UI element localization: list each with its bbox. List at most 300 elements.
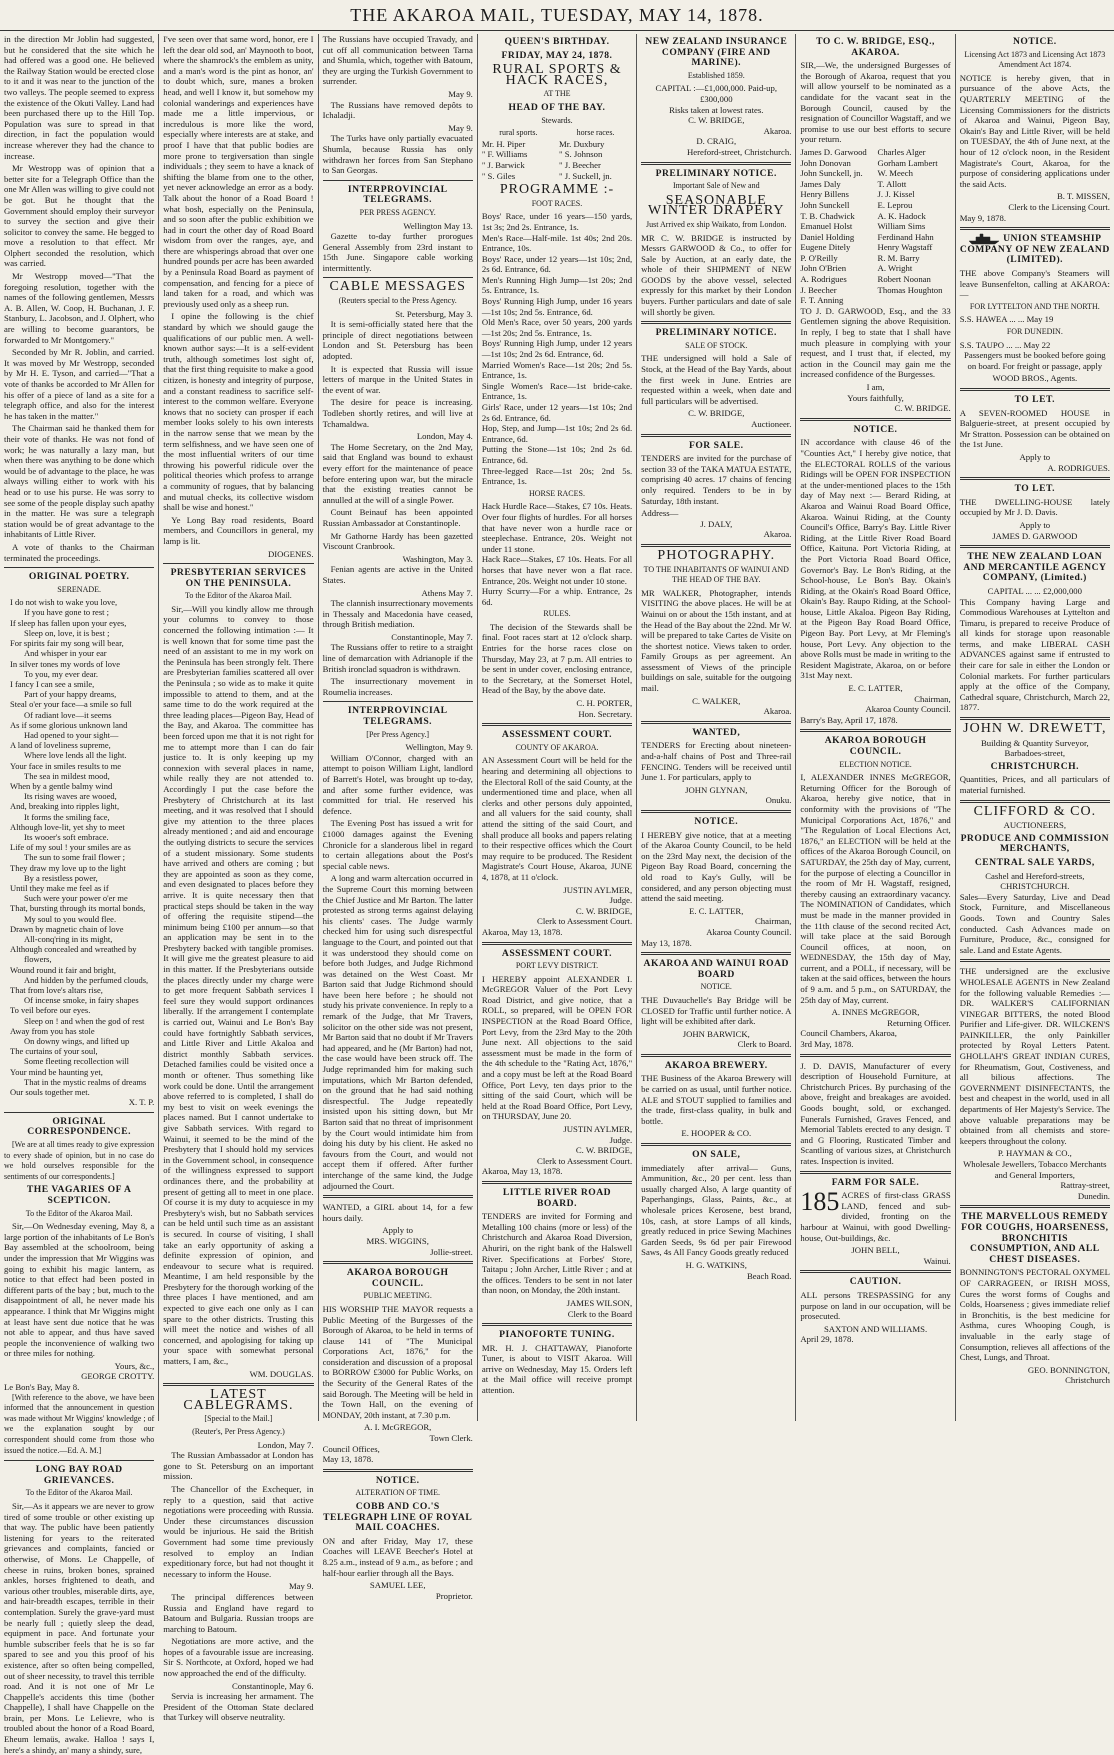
advert-subheading: PORT LEVY DISTRICT.: [515, 961, 599, 971]
dateline: May 9.: [288, 1581, 314, 1592]
article-text: I opine the following is the chief standard by which we should gauge the qualifications of our public men. A well-known author says:—It is a self-evident truth, although sometimes lost sight of, that the first thing requisite to make a good citizen, is honesty and integrity of purpose, and a constant readiness to sacrifice self-interest to the common welfare. Everyone knows that no society can prosper if each member looks solely to his own interests in the narrow sense that we mean by the term selfishness, and we have seen one of the most influential writers of our time throwing his powerful ridicule over the political theories which profess to arrange a community of rogues, that by balancing and mutual checks, its collective wisdom shall be wise and honest.": [163, 311, 314, 513]
letter-text: Sir,—Will you kindly allow me through your columns to convey to those concerned the following intimation :— It is well known that for some time past the need of an assistant to me in my work on the Peninsula has been strongly felt. There are Presbyterian families scattered all over the Peninsula ; so wide as to make it quite impossible to attend to them, and at the same time to do the work required at the three leading places—Pigeon Bay, Head of the Bay, and Akaroa. The committee has been forced upon me that it is not right for me to attempt more than I can do fair justice to. It is only keeping up my connexion with several places in name, while really they are not attended to. Accordingly I put the case before the Presbytery of Christchurch at its last meeting, and it was resolved that I should give my attention to the three places already mentioned ; and aid and encourage the outlying districts to secure the services of a student missionary. Some students have arrived and others are coming ; but they are appointed as soon as they come, and even designated to places before they arrive. It is quite necessary then that practical steps should be taken in the way of offering the requisite stipend—the minimum being £100 per annum—so that an application may be sent in to the Presbytery backed with tangible promises. It will give me the greatest pleasure to aid in this matter. If the Presbyterians outside the places directly under my charge were to get more frequent Sabbath services I feel sure they would support ordinances liberally. If the arrangement I contemplate is carried out, Wainui and Le Bon's Bay could have fortnightly Sabbath services, and Little River and Little Akaloa and district monthly Sabbath services. Detached families could be visited once a month or oftener. Thus something like work could be done. Until the arrangement above referred to is completed, I shall do my best to visit on week evenings the places named. But I cannot undertake to give Sabbath services. With regard to Wainui, it seemed to be the mind of the Presbytery that I should hold my services in the Government school, in consequence of the willingness expressed to support ordinances there, and the probability at present of getting all to meet in one place. Of course it is my duty to acquiesce in my Presbytery's wish, but no Sabbath services can be held until such time as an assistant is secured. In course of visiting, I shall take an early opportunity of asking a definite expression of opinion, and endeavour to secure what is required. Meantime, I am held responsible by the Presbytery for the thorough working of the three places I have mentioned, and am expected to give each one only as I can spare to the other districts. Trusting this will meet the notice and wishes of all concerned, and apologising for taking up your space with somewhat personal matters, I am, &c.,: [163, 603, 314, 1367]
advert-text: I HEREBY appoint ALEXANDER I. McGREGOR Valuer of the Port Levy Road District, and give notice, that a ROLL, so prepared, will be OPEN FOR INSPECTION at the Road Board Office, Port Levy, from the 23rd May to the 20th June next. All objections to the said assessment must be made in the form of the 4th schedule to the "Rating Act, 1876," and a copy must be left at the Road Board Office, Port Levy, ten days prior to the sitting of the said Court, which will be held at the Road Board Office, Port Levy, on THURSDAY, June 20.: [481, 973, 633, 1122]
article-text: The insurrectionary movement in Roumelia increases.: [322, 676, 473, 697]
advert-role: Judge.: [609, 1134, 633, 1145]
article-text: The Russian Ambassador at London has gone to St. Petersburg on an important mission.: [163, 1450, 314, 1482]
list-item: " J. Barwick: [481, 159, 525, 170]
poem-line: I fancy I can see a smile,: [10, 678, 95, 689]
divider: [960, 959, 1110, 962]
letter-signature: GEORGE CROTTY.: [81, 1371, 155, 1382]
advert-heading: ON SALE,: [692, 1149, 741, 1161]
list-item: Mr. Duxbury: [558, 138, 605, 149]
advert-heading: ASSESSMENT COURT.: [501, 947, 613, 959]
signatory-name: Robert Noonan: [877, 274, 931, 285]
signatory-name: R. M. Barry: [877, 252, 920, 263]
advert-address: Council Chambers, Akaroa,: [800, 1028, 897, 1039]
advert-text: Quantities, Prices, and all particulars of material furnished.: [959, 774, 1110, 796]
advert-signature: C. W. BRIDGE,: [575, 1145, 633, 1156]
divider: [800, 1270, 950, 1273]
poem-line: The sun to some frail flower ;: [24, 852, 126, 863]
signatory-name: A. Rodrigues: [800, 274, 847, 285]
divider: [641, 162, 791, 165]
divider: [960, 717, 1110, 720]
advert-role: Town Clerk.: [429, 1433, 473, 1444]
race-item: Putting the Stone—1st 10s; 2nd 2s 6d. Entrance, 6d.: [481, 444, 633, 465]
race-item: Hack Race—Stakes, £7 10s. Heats. For all horses that have never won a flat race. Entrance, 20s. Weight not under 10 stone.: [481, 554, 633, 586]
advert-text: TENDERS are invited for Forming and Metalling 100 chains (more or less) of the Christchurch and Akaroa Road Diversion, Ahuriri, on the right bank of the Halswell River. Specifications at Forbes' Store, Taitapu ; John Archer, Little River ; and at the offices. Tenders to be sent in not later than noon, on Monday, the 20th instant.: [481, 1211, 633, 1296]
advert-signature: JUSTIN AYLMER,: [563, 884, 633, 895]
letter-address: To the Editor of the Akaroa Mail.: [25, 1208, 133, 1218]
advert-subheading: FOOT RACES.: [531, 198, 583, 208]
letter-address: To the Editor of the Akaroa Mail.: [25, 1488, 133, 1498]
article-text: Mr Gathorne Hardy has been gazetted Viscount Cranbrook.: [322, 530, 473, 552]
advert-signature: C. WALKER,: [692, 695, 741, 706]
article-text: I've seen over that same word, honor, ere I left the dear old sod, an' Maynooth to boot, where the shamrock's the emblem as unity, and a man's word is the pint as honor, an' to doubt which, sure, manes a broken head, and well I know it, but somehow my colonial wanderings and experiences have made me a little impervious, or incredulous is more like the word, especially where interests are at stake, and proof I have that that public bodies are more prone to tergiversation than single individuals ; they seem to have a knack of shifting the blame from one to the other, yet never acknowledge an error as a body. Talk about the honor of a Road Board ! what bosh, especially on the Peninsula, and so soon after the public exhibition we had in court the other day of Road Board wisdom from over the ranges, aye, and there are whisperings abroad that over one hundred pounds per acre has been awarded by a Peninsula Road Board as payment of compensation, and fencing for a piece of land taken for a road, and which was previously used only as a sheep run.: [163, 34, 314, 309]
advert-subheading: PUBLIC MEETING.: [363, 1291, 432, 1301]
advert-signature: MRS. WIGGINS,: [366, 1235, 429, 1246]
advert-role: Clerk to Assessment Court.: [537, 1155, 633, 1166]
dateline: St. Petersburg, May 3.: [395, 308, 473, 319]
divider: [960, 800, 1110, 803]
poem-line: All-conq'ring in its might,: [24, 933, 113, 944]
advert-subheading: Established 1859.: [687, 70, 745, 80]
dateline: Washington, May 3.: [402, 553, 473, 564]
divider: [4, 567, 154, 568]
poem-line: That from love's altars rise,: [10, 985, 103, 995]
advert-heading: ASSESSMENT COURT.: [501, 729, 613, 741]
race-item: Single Women's Race—1st bride-cake. Entrance, 1s.: [481, 380, 633, 402]
editor-note: [With reference to the above, we have been informed that the announcement in question was made without Mr Wiggins' knowledge ; of we the explanation sought by our correspondent should come from those who issued the notice.—Ed. A. M.]: [4, 1392, 155, 1455]
masthead: [0, 0, 1114, 31]
poem-line: By a resistless power,: [24, 872, 98, 883]
advert-text: This Company having Large and Commodious Warehouses at Lyttelton and Timaru, is prepared to receive Produce of all kinds for storage upon reasonable terms, and make LIBERAL CASH ADVANCES against same if entrusted to their care for sale in either the London or Colonial markets. For further particulars apply at the office of the Company, Cathedral square, Christchurch, March 22, 1877.: [959, 596, 1110, 713]
divider: [641, 544, 791, 547]
advert-signature: E. C. LATTER,: [848, 683, 903, 694]
advert-text: AN Assessment Court will be held for the hearing and determining all objections to the Electoral Roll of the said County, at the undermentioned time and place, when all clerks and other persons duly appointed, and all valuers for the said county, shall attend the sitting of the said Court, and shall produce all books and papers relating to their respective offices which the Court may require to be produced. The Resident Magistrate's Court House, Akaroa, JUNE 4, 1878, at 11 o'clock.: [481, 755, 633, 882]
signatory-name: J. J. Kissel: [877, 189, 915, 200]
poem-line: Such were your power o'er me: [24, 893, 128, 904]
divider: [4, 1112, 154, 1113]
article-text: The Home Secretary, on the 2nd May, said that England was bound to exhaust every effort for the maintenance of peace before entering upon war, but the miracle that the existing treaties cannot be annulled at the will of a single Power.: [322, 441, 473, 505]
advert-address: Cashel and Hereford-streets,: [985, 870, 1085, 881]
advert-role: Building & Quantity Surveyor,: [980, 737, 1089, 748]
advert-text: TENDERS for Erecting about nineteen-and-a-half chains of Post and Three-rail FENCING. Tenders will be received until June 1. For particulars, apply to: [641, 740, 792, 783]
advert-subheading: AT THE: [543, 89, 571, 99]
advert-heading: AKAROA BREWERY.: [664, 1059, 768, 1071]
divider: [323, 1261, 473, 1264]
advert-role: Returning Officer.: [887, 1017, 951, 1028]
advert-signature: JUSTIN AYLMER,: [563, 1124, 633, 1134]
masthead-title: THE AKAROA MAIL, TUESDAY, MAY 14, 1878.: [350, 4, 764, 25]
advert-address: Rattray-street,: [1060, 1180, 1110, 1191]
advert-text: A SEVEN-ROOMED HOUSE in Balguerie-street, at present occupied by Mr Stratton. Possession can be obtained on the 1st June.: [959, 407, 1110, 450]
race-item: Boys' Race, under 16 years—150 yards, 1st 3s; 2nd 2s. Entrance, 1s.: [481, 211, 633, 232]
poem-line: As if some glorious unknown land: [10, 719, 128, 730]
advert-signature: JOHN BARWICK,: [682, 1028, 750, 1039]
advert-address: Hereford-street, Christchurch.: [686, 146, 792, 157]
advert-signature: J. DALY,: [700, 518, 733, 529]
divider: [323, 277, 473, 278]
advert-subheading: HEAD OF THE BAY.: [508, 101, 606, 113]
poem-line: flowers,: [24, 954, 52, 965]
advert-signature: JOHN BELL,: [851, 1245, 900, 1256]
poem-line: The sea in mildest mood,: [24, 770, 110, 781]
advert-text: IN accordance with clause 46 of the "Counties Act," I hereby give notice, that the ELECTORAL ROLLS of the various Ridings will be OPEN FOR INSPECTION at the under-mentioned places to the 15th day of May next :— Berard Riding, at Akaroa and Wainui Road Board Office, Akaroa. Wainui Riding, at the County Council's Office, Barry's Bay. Little River Riding, at the Little River Road Board Office, Kaituna. Port Victoria Riding, at the Port Victoria Road Board Office, Governor's Bay. Le Bon's Riding, at the School-house, Le Bon's Bay. Okain's Riding, at the Okain's Road Board Office, Okain's Bay. Raupo Riding, at the School-house, Little Akaloa. Pigeon Bay Riding, at the Pigeon Bay Road Board Office, Pigeon Bay. Port Levy, at Mr Fleming's house, Port Levy. Any objection to the above Rolls must be made in writing to the Resident Magistrate, Akaroa, on or before 31st May next.: [800, 437, 951, 681]
dateline: PER PRESS AGENCY.: [359, 207, 436, 217]
list-item: " S. Johnson: [558, 149, 603, 160]
advert-date: May 9, 1878.: [959, 212, 1007, 223]
article-text: Gazette to-day further prorogues General Assembly from 23rd instant to 15th June. Singapore cable working intermittently.: [322, 231, 473, 273]
advert-text: Sales—Every Saturday, Live and Dead Stock, Furniture, and Miscellaneous Goods. Town and Country Sales conducted. Cash Advances made on Furniture, Produce, &c., consigned for sale. Land and Estate Agents.: [959, 891, 1110, 955]
advert-date: Barry's Bay, April 17, 1878.: [800, 714, 898, 725]
column-6: [796, 34, 955, 1421]
race-item: Men's Race—Half-mile. 1st 40s; 2nd 20s. Entrance, 10s.: [481, 232, 633, 254]
advert-signature: P. HAYMAN & CO.,: [997, 1148, 1072, 1159]
poem-line: Your face in smiles results to me: [10, 760, 122, 771]
advert-text: ON and after Friday, May 17, these Coaches will LEAVE Beecher's Hotel at 8.25 a.m., instead of 9 a.m., as before ; and half-hour earlier through all the Bays.: [322, 1535, 473, 1578]
letter-text: Sir,—On Wednesday evening, May 8, a large portion of the inhabitants of Le Bon's Bay assembled at the schoolroom, being under the impression that Mr Wiggins was going to exhibit his magic lantern, as notice to that effect had been posted in different parts of the bay ; but, much to the disappointment of all, he never made his appearance. I think that Mr Wiggins might at least have sent due notice that he was not able to appear, and thus have saved people the inconvenience of walking two or three miles for nothing.: [4, 1221, 155, 1359]
advert-title: RURAL SPORTS & HACK RACES,: [492, 62, 622, 88]
race-item: Hack Hurdle Race—Stakes, £7 10s. Heats. Over four flights of hurdles. For all horses that have never won a hurdle race or steeplechase. Entrance, 20s. Weight not under 11 stone.: [481, 501, 633, 554]
article-text: The Evening Post has issued a writ for £1000 damages against the Evening Chronicle for a slanderous libel in regard to certain allegations about the Post's special cable news.: [322, 818, 473, 871]
advert-role: Hon. Secretary.: [578, 708, 633, 719]
poem-line: On downy wings, and lifted up: [24, 1036, 130, 1047]
advert-text: [800, 1187, 951, 1243]
poem-line: Drawn by magnetic chain of love: [10, 923, 124, 934]
advert-signature: WOOD BROS., Agents.: [992, 373, 1078, 384]
column-2: [159, 34, 318, 1723]
poem-line: Although love-lit, yet shy to meet: [10, 821, 125, 832]
advert-date: Akaroa, May 13, 1878.: [481, 926, 563, 937]
divider: [960, 388, 1110, 391]
advert-signature: D. CRAIG,: [696, 136, 737, 147]
race-item: Hurry Scurry—For a whip. Entrance, 2s 6d.: [481, 586, 633, 607]
letter-signature: WM. DOUGLAS.: [249, 1368, 314, 1379]
advert-signature: A. I. McGREGOR,: [364, 1422, 432, 1433]
advert-role: Chairman,: [914, 693, 951, 704]
divider: [641, 434, 791, 437]
poem-line: Of radiant love—it seems: [24, 709, 112, 720]
section-heading: INTERPROVINCIAL TELEGRAMS.: [347, 705, 448, 728]
poem-line: Its wooer's soft embrace.: [24, 831, 109, 842]
signatory-name: John Sunckell, jn.: [800, 168, 863, 179]
poem-line: That, bursting through its mortal bonds,: [10, 903, 146, 914]
divider: [641, 1143, 791, 1146]
poem-line: Sleep on, love, it is best ;: [24, 627, 110, 638]
advert-address: Akaroa.: [763, 706, 792, 717]
poem-line: Where love lends all the light.: [24, 750, 127, 761]
signatory-name: P. O'Reilly: [800, 252, 838, 263]
advert-subheading: HORSE RACES.: [528, 488, 585, 498]
stewards-list: [482, 128, 632, 181]
advert-text: Risks taken at lowest rates.: [669, 104, 764, 115]
poem-line: If you have gone to rest ;: [24, 607, 109, 618]
advert-signature: E. C. LATTER,: [689, 905, 744, 916]
advert-subheading: Important Sale of New and: [672, 181, 760, 191]
advert-address: Council Offices,: [322, 1443, 380, 1454]
advert-address: Akaroa.: [763, 529, 792, 540]
advert-heading: AKAROA BOROUGH COUNCIL.: [346, 1267, 449, 1289]
advert-heading: AKAROA AND WAINUI ROAD BOARD: [643, 958, 789, 980]
advert-address: Address—: [641, 508, 679, 519]
advert-heading: NOTICE.: [853, 423, 898, 435]
race-item: Men's Running High Jump—1st 20s; 2nd 5s. Entrance, 1s.: [481, 274, 633, 296]
letter-close: I am,: [866, 382, 885, 392]
race-item: Boys' Race, under 12 years—1st 10s; 2nd, 2s 6d. Entrance, 6d.: [481, 253, 633, 275]
advert-signature: B. T. MISSEN,: [1056, 191, 1110, 202]
letter-heading: LONG BAY ROAD GRIEVANCES.: [35, 1464, 123, 1486]
poem: [4, 597, 154, 1097]
signatory-name: Henry Wagstaff: [877, 242, 933, 253]
advert-date: April 29, 1878.: [800, 1334, 854, 1345]
advert-heading: THE NEW ZEALAND LOAN AND MERCANTILE AGENCY COMPANY, (Limited.): [963, 551, 1107, 584]
column-4: [478, 34, 637, 1421]
list-heading: rural sports.: [499, 128, 538, 138]
advert-signature: JAMES WILSON,: [566, 1297, 633, 1308]
divider: [641, 952, 791, 955]
advert-heading: CAUTION.: [849, 1276, 902, 1288]
advert-text: The decision of the Stewards shall be final. Foot races start at 12 o'clock sharp. Entries for the horse races close on Thursday, May 23, at 7 p.m. All entries to be sent in under cover, enclosing entrance, to the Secretary, at the Somerset Hotel, Head of the Bay, by the above date.: [481, 621, 633, 696]
poem-line: The curtains of your soul,: [10, 1046, 98, 1057]
advert-role: Clerk to Board.: [737, 1039, 792, 1050]
names-column-left: [800, 147, 873, 306]
divider: [641, 810, 791, 813]
divider: [641, 321, 791, 324]
letter-date: Le Bon's Bay, May 8.: [4, 1382, 80, 1393]
article-text: It is semi-officially stated here that the principle of direct negotiations between London and St. Petersburg has been adopted.: [322, 319, 473, 362]
sailing-date: May 19: [1026, 314, 1054, 325]
signatory-name: Charles Alger: [877, 146, 926, 157]
ship-name: S.S. TAUPO: [959, 339, 1004, 350]
article-text: A long and warm altercation occurred in the Supreme Court this morning between the Chief Justice and Mr Barton. The latter protested as strong terms against delaying his clients' cases. The Judge warmly checked him for using such disrespectful language to the Court, and pointed out that it was understood they should come on before both Judges, and Judge Richmond was detained on the West Coast. Mr Barton said that Judge Richmond should have been here before ; he should not study his private convenience. In reply to a remark of the Judge, that Mr Travers, solicitor on the other side was not present, Mr Barton said that no doubt if Mr Travers had appeared, and he (Mr Barton) had not, the case would have been struck off. The Judge reprimanded him for making such imputations, which Mr Barton defended, on the ground that he had said nothing disrespectful. The Judge repeatedly insisted upon his sitting down, but Mr Barton said that no threat of imprisonment by the Court would intimidate him from doing his duty by his client. He asked no favours from the Court, and would not accept them if offered. After further interchange of the same kind, the Judge adjourned the Court.: [322, 873, 473, 1191]
article-text: Servia is increasing her armament. The President of the Ottoman State declared that Turkey will observe neutrality.: [163, 1691, 314, 1723]
divider: [323, 180, 473, 181]
dateline: London, May 7.: [257, 1439, 314, 1450]
signatory-name: Eugene Ditely: [800, 242, 851, 253]
poem-line: Our souls together met.: [10, 1087, 90, 1098]
advert-apply: Apply to: [1019, 519, 1051, 530]
advert-text: I HEREBY give notice, that at a meeting of the Akaroa County Council, to be held on the 23rd May next, the decision of the Pigeon Bay Road Board, concerning the old road to Kay's Gully, will be considered, and any person objecting must attend the said meeting.: [641, 829, 792, 904]
advert-text: MR WALKER, Photographer, intends VISITING the above places. He will be at Wainui on or about the 15th instant, and at the Head of the Bay about the 22nd. Mr W. will be prepared to take Cartes de Visite on the shortest notice. Views taken to order. Family Groups as per agreement. An assessment of Views of the principle buildings on sale, suitable for the outgoing mail.: [641, 587, 792, 694]
signatory-name: James D. Garwood: [800, 146, 867, 157]
list-item: " J. Suckell, jn.: [558, 170, 612, 181]
race-item: Hop, Step, and Jump—1st 10s; 2nd 2s 6d. Entrance, 6d.: [481, 423, 633, 444]
race-item: Boys' Running High Jump, under 16 years—1st 10s; 2nd 5s. Entrance, 6d.: [481, 296, 633, 317]
list-item: " F. Williams: [481, 149, 528, 160]
column-3: [319, 34, 478, 1601]
advert-text: THE Business of the Akaroa Brewery will be carried on as usual, until further notice. ALE and STOUT supplied to families and the trade, first-class quality, in bulk and bottle.: [641, 1073, 792, 1126]
advert-role: Clerk to the Licensing Court.: [1008, 201, 1110, 212]
advert-text: CAPITAL :—£1,000,000. Paid-up, £300,000: [655, 83, 778, 104]
divider: [800, 729, 950, 732]
advert-signature: A. INNES McGREGOR,: [831, 1007, 920, 1018]
divider: [641, 721, 791, 724]
signatory-name: A. Wright: [877, 263, 913, 274]
sailing-row: S.S. TAUPO ... ... May 22: [959, 339, 1051, 350]
advert-address: Christchurch: [1065, 1375, 1110, 1386]
advert-subheading: FOR LYTTELTON AND THE NORTH.: [969, 301, 1100, 311]
advert-text: THE DWELLING-HOUSE lately occupied by Mr J. D. Davis.: [959, 496, 1110, 518]
article-text: A vote of thanks to the Chairman terminated the proceedings.: [4, 541, 155, 563]
advert-heading: NOTICE.: [694, 816, 739, 827]
advert-role: Akaroa County Council.: [706, 926, 792, 937]
horse-races-list: [482, 501, 632, 607]
advert-signature: SAXTON AND WILLIAMS.: [823, 1323, 928, 1334]
article-text: The Turks have only partially evacuated Shumla, because Russia has only withdrawn her forces from San Stephano to San Georgas.: [322, 133, 473, 176]
advert-heading: WANTED,: [692, 726, 741, 738]
article-text: The Russians offer to retire to a straight line of demarcation with Adrianople if the British ironclad squadron is withdrawn.: [322, 642, 473, 674]
race-item: Old Men's Race, over 50 years, 200 yards—1st 20s; 2nd 5s. Entrance, 1s.: [481, 317, 633, 338]
advert-heading: TO C. W. BRIDGE, ESQ., AKAROA.: [816, 36, 935, 58]
poem-line: Part of your happy dreams,: [24, 689, 117, 700]
advert-apply: Apply to: [382, 1225, 414, 1236]
poem-title: SERENADE.: [57, 584, 102, 594]
drop-number: 185: [800, 1187, 840, 1217]
signatory-name: Emanuel Holst: [800, 221, 853, 232]
advert-text: I, ALEXANDER INNES McGREGOR, Returning Officer for the Borough of Akaroa, hereby give notice, that in conformity with the provisions of "The Municipal Corporations Act, 1876," and "The Regulation of Local Elections Act, 1876," an ELECTION will be held at the offices of the Akaroa Borough Council, on SATURDAY, the 25th day of May, current, for the purpose of electing a Councillor in the room of Mr H. Wagstaff, resigned, thereby causing an extraordinary vacancy. The NOMINATION of Candidates, which must be made in the manner provided in the 11th clause of the second recited Act, will take place at the said Borough Council offices, at noon, on WEDNESDAY, the 15th day of May, current, and a POLL, if necessary, will be taken at the said offices, between the hours of 9 a.m. and 5 p.m., on SATURDAY, the 25th day of May, current.: [800, 772, 951, 1005]
article-text: The Chairman said he thanked them for their vote of thanks. He was not fond of work; he was naturally a lazy man, but when there was anything to be done which would be of advantage to the place, he was always willing either to work with his head or to use his purse. He was sorry to see some of the people display such apathy in the matter. He was sure a telegraph station would be of great advantage to the inhabitants of Little River.: [4, 423, 155, 540]
advert-text: TO J. D. GARWOOD, Esq., and the 33 Gentlemen signing the above Requisition. In reply, I beg to state that I shall have much pleasure in complying with your request, and I trust that, if elected, my action in the Council may gain me the increased confidence of the Burgesses.: [800, 305, 951, 380]
article-text: The clannish insurrectionary movements in Thessaly and Macedonia have ceased, through British mediation.: [322, 598, 473, 630]
article-text: William O'Connor, charged with an attempt to poison William Light, landlord of Barrett's Hotel, was brought up to-day, and after some further evidence, was committed for trial. He reserved his defence.: [322, 752, 473, 816]
poem-line: A land of loveliness supreme,: [10, 740, 111, 751]
requisition-names: [800, 147, 950, 306]
advert-subheading: ALTERATION OF TIME.: [355, 1488, 441, 1498]
poem-line: And hidden by the perfumed clouds,: [24, 974, 149, 985]
steamship-icon: [968, 234, 1000, 244]
advert-heading: QUEEN'S BIRTHDAY.: [504, 36, 610, 47]
dateline: Constantinople, May 7.: [391, 631, 473, 642]
poem-line: Until they make me feel as if: [10, 882, 109, 893]
columns: [0, 34, 1114, 1755]
advert-title: PROGRAMME :-: [499, 182, 615, 198]
signatory-name: Ferdinand Hahn: [877, 231, 934, 242]
divider: [323, 701, 473, 702]
advert-signature: C. H. PORTER,: [576, 698, 633, 709]
advert-heading: NEW ZEALAND INSURANCE COMPANY (FIRE AND MARINE).: [645, 36, 788, 69]
divider: [323, 1469, 473, 1472]
advert-text: CAPITAL ... ... £2,000,000: [987, 585, 1082, 596]
advert-subheading: Licensing Act 1873 and Licensing Act 1873 Amendment Act 1874.: [964, 49, 1106, 70]
advert-signature: JOHN GLYNAN,: [685, 784, 748, 795]
article-text: Seconded by Mr R. Joblin, and carried. It was moved by Mr Westropp, seconded by Mr H. E. Tyson, and carried—"That a vote of thanks be accorded to Mr Allen for his offer of a piece of land as a site for a telegraph office, and also for the interest he has taken in the matter.": [4, 347, 155, 421]
divider: [960, 227, 1110, 230]
divider: [800, 1171, 950, 1174]
dateline: May 9.: [448, 88, 473, 99]
divider: [323, 1195, 473, 1198]
poem-line: To you, my ever dear.: [24, 668, 98, 679]
poem-line: Sleep on ! and when the god of rest: [24, 1015, 145, 1026]
dateline: (Reuters special to the Press Agency.: [338, 296, 457, 306]
advert-title: PHOTOGRAPHY.: [657, 547, 776, 563]
dateline: Wellington May 13.: [403, 220, 473, 231]
dateline: [Per Press Agency.]: [366, 729, 430, 739]
signatory-name: E. Leprou: [877, 199, 913, 210]
poem-line: Although concealed and wreathed by: [10, 944, 137, 955]
section-heading: INTERPROVINCIAL TELEGRAMS.: [347, 183, 448, 206]
article-text: The desire for peace is increasing. Todleben shortly retires, and will live at Tchamaldwa.: [322, 397, 473, 429]
article-text: The Chancellor of the Exchequer, in reply to a question, said that active negotiations were proceeding with Russia. Under these circumstances discussion would be injurious. He said the British Government had some time previously resolved to employ an Indian expeditionary force, but had not thought it necessary to inform the House.: [163, 1483, 314, 1579]
article-text: The Russians have occupied Travady, and cut off all communication between Tarna and Shumla, which, together with Batoum, they are urging the Turkish Government to surrender.: [322, 34, 473, 87]
advert-role: Proprietor.: [435, 1590, 473, 1601]
signatory-name: Daniel Holding: [800, 231, 855, 242]
advert-subheading: CENTRAL SALE YARDS,: [974, 856, 1095, 868]
names-column-right: [878, 147, 951, 306]
advert-address: CHRISTCHURCH.: [1000, 881, 1070, 892]
advert-signature: JAMES D. GARWOOD: [992, 530, 1078, 541]
advert-address: Wainui.: [923, 1255, 951, 1266]
poem-line: It forms the smiling face,: [24, 811, 110, 822]
advert-text: SIR,—We, the undersigned Burgesses of the Borough of Akaroa, request that you will allow yourself to be nominated as a candidate for the vacant seat in the Borough Council, caused by the resignation of Councillor Wagstaff, and we promise to use our best efforts to secure your return.: [800, 60, 951, 145]
poem-line: My soul to you would flee.: [24, 913, 117, 924]
poem-line: Your mind be haunting yet,: [10, 1066, 103, 1077]
poem-line: They draw my love up to the light: [10, 862, 126, 873]
advert-heading: LITTLE RIVER ROAD BOARD.: [502, 1186, 612, 1209]
poem-line: To veil before our eyes.: [10, 1005, 91, 1016]
poem-line: If sleep has fallen upon your eyes,: [10, 617, 127, 628]
advert-text: ACRES of first-class GRASS LAND, fenced and sub-divided, fronting on the harbour at Wainui, with good Dwelling-house, Out-buildings, &c.: [800, 1190, 951, 1243]
signatory-name: James Daly: [800, 178, 841, 189]
dateline: London, May 4.: [416, 431, 473, 442]
advert-signature: C. W. BRIDGE,: [575, 905, 633, 916]
article-text: in the direction Mr Joblin had suggested, but he considered that the site which he had offered was a good one. He believed the Railway Station would be erected close to it and it was near to the junction of the two valleys. The people seemed to express the existence of the Okuti Valley. Land had been purchased there up to the Hill Top. Population was sure to spread in that direction, in fact the population would increase wherever they had the chance to increase.: [4, 34, 155, 161]
advert-text: MR. H. J. CHATTAWAY, Pianoforte Tuner, is about to VISIT Akaroa. Will arrive on Wednesday, May 15. Orders left at the Mail office will receive prompt attention.: [481, 1342, 633, 1396]
advert-text: THE undersigned will hold a Sale of Stock, at the Head of the Bay Yards, about the first week in June. Entries are requested within a week, when date and full particulars will be advertised.: [641, 353, 792, 406]
article-text: The Russians have removed depôts to Ichaladji.: [322, 99, 473, 121]
signatory-name: J. Beecher: [800, 284, 837, 295]
divider: [482, 1323, 632, 1326]
list-item: " S. Giles: [481, 170, 516, 181]
poem-line: Away from you has stole: [10, 1025, 95, 1036]
advert-heading: PRELIMINARY NOTICE.: [655, 327, 777, 339]
advert-text: THE above Company's Steamers will leave Bunsenfelton, calling at AKAROA:—: [959, 268, 1110, 300]
article-text: It is expected that Russia will issue letters of marque in the United States in the event of war.: [322, 363, 473, 395]
divider: [960, 545, 1110, 548]
advert-address: Onuku.: [765, 795, 792, 806]
race-item: Boys' Running High Jump, under 12 years—1st 10s; 2nd 2s 6d. Entrance, 6d.: [481, 338, 633, 360]
ship-name: S.S. HAWEA: [959, 314, 1008, 325]
race-item: Girls' Race, under 12 years—1st 10s; 2nd 2s 6d. Entrance, 6d.: [481, 402, 633, 423]
advert-date: May 13, 1878.: [322, 1454, 374, 1465]
list-item: Mr. H. Piper: [481, 138, 526, 149]
poem-line: Of incense smoke, in fairy shapes: [24, 995, 139, 1006]
advert-address: Akaroa.: [763, 125, 792, 136]
advert-role: Clerk to Assessment Court.: [537, 916, 633, 927]
advert-title: JOHN W. DREWETT,: [963, 721, 1107, 737]
divider: [482, 723, 632, 726]
advert-role: AUCTIONEERS,: [1003, 820, 1067, 831]
advert-heading: [960, 234, 1110, 266]
signatory-name: Thomas Houghton: [877, 284, 943, 295]
advert-subheading: ELECTION NOTICE.: [839, 759, 912, 769]
poem-line: And, breaking into ripples light,: [10, 801, 120, 812]
divider: [800, 418, 950, 421]
advert-signature: GEO. BONNINGTON,: [1027, 1364, 1110, 1375]
dateline: (Reuter's, Per Press Agency.): [192, 1427, 285, 1436]
signatory-name: T. Allott: [877, 178, 907, 189]
poem-line: Steal o'er your face—a smile so full: [10, 699, 132, 710]
divider: [482, 942, 632, 945]
article-text: Negotiations are more active, and the hopes of a favourable issue are increasing. Sir S. Northcote, at Oxford, hoped we had now approached the end of the difficulty.: [163, 1636, 314, 1679]
article-text: Fenian agents are active in the United States.: [322, 564, 473, 585]
article-text: Ye Long Bay road residents, Board members, and Councillors in general, my lamp is lit.: [163, 514, 314, 546]
divider: [800, 1054, 950, 1057]
advert-text: THE Duvauchelle's Bay Bridge will be CLOSED for Traffic until further notice. A light will be exhibited after dark.: [641, 994, 792, 1027]
advert-date: 3rd May, 1878.: [800, 1039, 854, 1050]
advert-role: Auctioneer.: [751, 419, 792, 429]
advert-subheading: COUNTY OF AKAROA.: [515, 742, 599, 752]
